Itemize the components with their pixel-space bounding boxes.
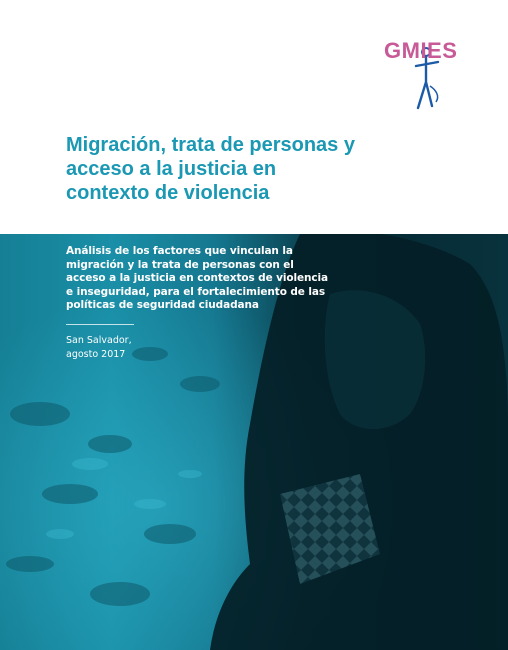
publication-place: San Salvador,: [66, 335, 132, 346]
gmies-logo: [376, 28, 480, 116]
report-subtitle: Análisis de los factores que vinculan la migración y la trata de personas con el acceso a la justicia en contextos de violencia e inseguridad, para el fortalecimiento de las políticas de seguridad ciudadana: [66, 245, 329, 311]
report-title: Migración, trata de personas y acceso a la justicia en contexto de violencia: [66, 134, 355, 204]
divider-line: [66, 324, 134, 325]
publication-date: agosto 2017: [66, 349, 126, 360]
publication-info: [66, 334, 186, 362]
logo-text: GMIES: [384, 38, 458, 63]
